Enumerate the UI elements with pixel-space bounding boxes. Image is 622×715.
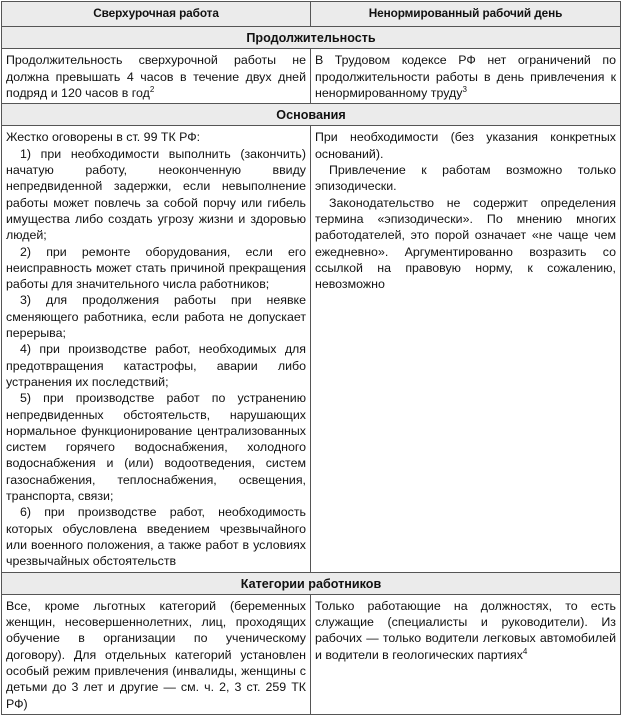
basis-irregular-paragraph-2: Привлечение к работам возможно только эпизодически.	[315, 163, 616, 194]
column-header-irregular-day: Ненормированный рабочий день	[311, 2, 621, 27]
basis-irregular-paragraph-1: При необходимости (без указания конкретных оснований).	[315, 130, 616, 161]
section-row-basis	[2, 104, 621, 126]
basis-intro: Жестко оговорены в ст. 99 ТК РФ:	[6, 130, 201, 145]
basis-irregular-paragraph-3: Законодательство не содержит определения термина «эпизодически». По мнению многих работодателей, это порой означает «не чаще чем ежедневно». Аргументированно возразить со ссылкой на правовую норму, к сожалению, невозможно	[315, 195, 616, 292]
table-row-basis	[2, 126, 621, 572]
basis-item-3: 3) для продолжения работы при неявке сменяющего работника, если работа не допускает перерыва;	[6, 293, 306, 341]
footnote-ref: 2	[149, 84, 155, 94]
table-row-categories	[2, 594, 621, 714]
comparison-table	[1, 1, 621, 715]
cell-duration-overtime	[2, 49, 311, 104]
section-title-categories: Категории работников	[2, 572, 621, 594]
basis-item-1: 1) при необходимости выполнить (закончить) начатую работу, неоконченную ввиду непредвиденной задержки, если невыполнение работы может повлечь за собой порчу или гибель имущества либо создать угрозу жизни и здоровью людей;	[6, 146, 306, 243]
basis-item-5: 5) при производстве работ по устранению непредвиденных обстоятельств, нарушающих нормальное функционирование централизованных систем горячего водоснабжения, холодного водоснабжения и (или) водоотведения, систем газоснабжения, теплоснабжения, освещения, транспорта, связи;	[6, 391, 306, 504]
duration-overtime-text: Продолжительность сверхурочной работы не должна превышать 4 часов в течение двух дней подряд и 120 часов в год	[6, 53, 306, 100]
categories-irregular-text: Только работающие на должностях, то есть служащие (специалисты и руководители). Из рабочих — только водители легковых автомобилей и водители в геологических партиях	[315, 598, 616, 662]
duration-irregular-text: В Трудовом кодексе РФ нет ограничений по продолжительности работы в день привлечения к ненормированному труду	[315, 53, 616, 100]
categories-overtime-text: Все, кроме льготных категорий (беременных женщин, несовершеннолетних, лиц, проходящих обучение в организации по ученическому договору). Для отдельных категорий установлен особый режим привлечения (инвалиды, женщины с детьми до 3 лет и другие — см. ч. 2, 3 ст. 259 ТК РФ)	[6, 598, 306, 711]
footnote-ref: 4	[522, 646, 528, 656]
footnote-ref: 3	[462, 84, 467, 94]
table-row-duration	[2, 49, 621, 104]
section-title-basis: Основания	[2, 104, 621, 126]
header-row	[2, 2, 621, 27]
cell-categories-overtime	[2, 594, 311, 714]
section-row-categories	[2, 572, 621, 594]
basis-item-6: 6) при производстве работ, необходимость которых обусловлена введением чрезвычайного или военного положения, а также работ в условиях чрезвычайных обстоятельств	[6, 505, 306, 569]
basis-item-4: 4) при производстве работ, необходимых для предотвращения катастрофы, аварии либо устранения их последствий;	[6, 342, 306, 389]
column-header-overtime: Сверхурочная работа	[2, 2, 311, 27]
cell-basis-irregular	[311, 126, 621, 572]
cell-duration-irregular	[311, 49, 621, 104]
cell-categories-irregular	[311, 594, 621, 714]
section-row-duration	[2, 27, 621, 49]
section-title-duration: Продолжительность	[2, 27, 621, 49]
cell-basis-overtime	[2, 126, 311, 572]
basis-item-2: 2) при ремонте оборудования, если его неисправность может стать причиной прекращения работы для значительного числа работников;	[6, 244, 306, 292]
